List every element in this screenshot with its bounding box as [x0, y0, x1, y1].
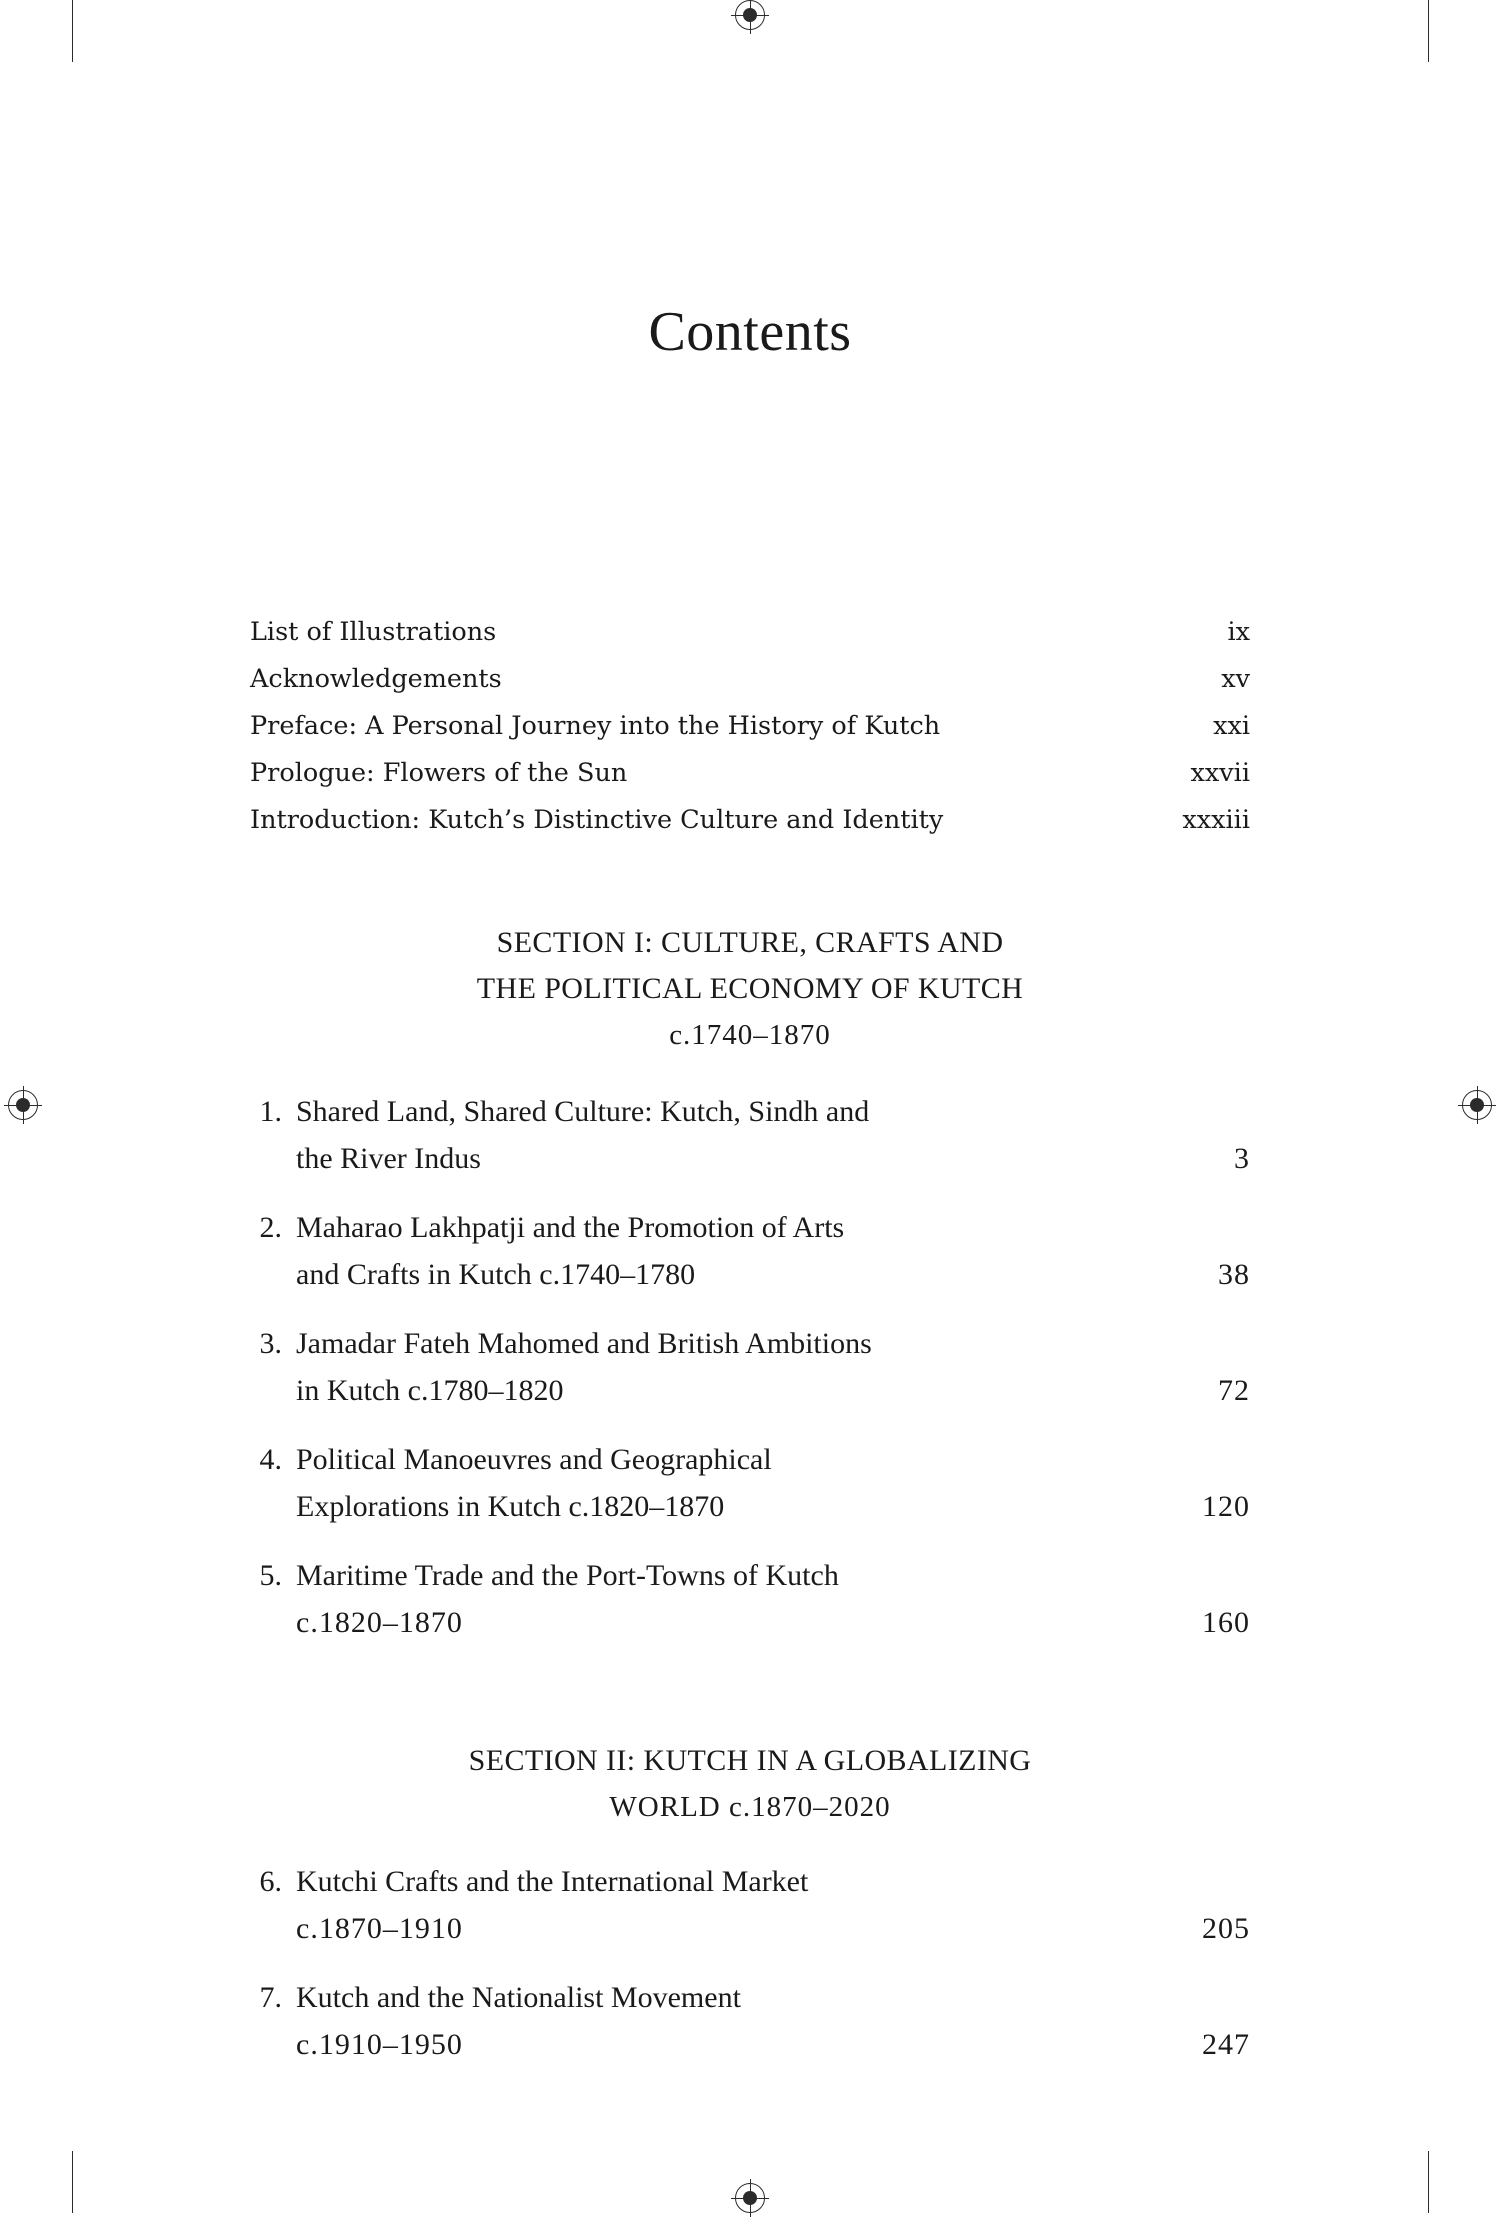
chapter-number: 6.	[259, 1865, 282, 1898]
front-matter-page: xxi	[1213, 711, 1250, 741]
front-matter-label: Introduction: Kutch’s Distinctive Culture and Identity	[250, 805, 944, 835]
section-heading-line: SECTION II: KUTCH IN A GLOBALIZING	[468, 1744, 1032, 1777]
chapter-entry[interactable]	[250, 1858, 1250, 1952]
table-of-contents	[250, 300, 1250, 2068]
front-matter-row[interactable]	[250, 703, 1250, 750]
chapter-page: 72	[1218, 1374, 1250, 1407]
front-matter-row[interactable]	[250, 656, 1250, 703]
section-heading-line: THE POLITICAL ECONOMY OF KUTCH	[476, 972, 1024, 1005]
crop-mark-bottom-right	[1428, 2151, 1429, 2213]
chapter-number: 2.	[259, 1211, 282, 1244]
crop-mark-top-left	[72, 0, 73, 62]
section-heading-1	[250, 920, 1250, 1058]
front-matter-page: xxvii	[1190, 758, 1250, 788]
chapter-title-line: Jamadar Fateh Mahomed and British Ambitions	[296, 1327, 872, 1360]
chapter-page: 160	[1202, 1606, 1250, 1639]
chapter-title-text: c.1910–1950	[296, 2028, 463, 2061]
chapter-page: 3	[1234, 1142, 1250, 1175]
chapter-number: 3.	[259, 1327, 282, 1360]
chapter-entry[interactable]	[250, 1974, 1250, 2068]
chapter-list-section-1	[250, 1088, 1250, 1646]
section-heading-line: SECTION I: CULTURE, CRAFTS AND	[496, 926, 1004, 959]
front-matter-row[interactable]	[250, 797, 1250, 844]
crop-mark-top-right	[1428, 0, 1429, 62]
chapter-body	[296, 1858, 1250, 1952]
chapter-page: 120	[1202, 1490, 1250, 1523]
chapter-title-text: and Crafts in Kutch c.1740–1780	[296, 1258, 696, 1291]
registration-mark-bottom	[735, 2183, 765, 2213]
chapter-title-last-line	[296, 2021, 1250, 2068]
chapter-entry[interactable]	[250, 1552, 1250, 1646]
chapter-title-last-line	[296, 1135, 1250, 1182]
chapter-title-text: Explorations in Kutch c.1820–1870	[296, 1490, 725, 1523]
chapter-entry[interactable]	[250, 1436, 1250, 1530]
chapter-body	[296, 1436, 1250, 1530]
chapter-page: 247	[1202, 2028, 1250, 2061]
front-matter-label: Prologue: Flowers of the Sun	[250, 758, 628, 788]
front-matter-page: xv	[1221, 664, 1250, 694]
chapter-number: 1.	[259, 1095, 282, 1128]
chapter-page: 205	[1202, 1912, 1250, 1945]
front-matter-label: List of Illustrations	[250, 617, 497, 647]
chapter-title-line: Shared Land, Shared Culture: Kutch, Sindh and	[296, 1095, 870, 1128]
chapter-title-last-line	[296, 1905, 1250, 1952]
chapter-title-line: Political Manoeuvres and Geographical	[296, 1443, 772, 1476]
chapter-title-text: c.1870–1910	[296, 1912, 463, 1945]
chapter-number: 7.	[259, 1981, 282, 2014]
chapter-title-last-line	[296, 1599, 1250, 1646]
chapter-page: 38	[1218, 1258, 1250, 1291]
chapter-title-text: c.1820–1870	[296, 1606, 463, 1639]
chapter-title-last-line	[296, 1483, 1250, 1530]
chapter-entry[interactable]	[250, 1320, 1250, 1414]
registration-mark-left	[8, 1090, 38, 1120]
front-matter-row[interactable]	[250, 609, 1250, 656]
crop-mark-bottom-left	[72, 2151, 73, 2213]
chapter-number: 4.	[259, 1443, 282, 1476]
page-title: Contents	[648, 301, 852, 363]
chapter-body	[296, 1320, 1250, 1414]
front-matter-row[interactable]	[250, 750, 1250, 797]
chapter-title-line: Maharao Lakhpatji and the Promotion of Arts	[296, 1211, 845, 1244]
chapter-title-line: Maritime Trade and the Port-Towns of Kutch	[296, 1559, 839, 1592]
section-heading-2	[250, 1738, 1250, 1830]
chapter-number: 5.	[259, 1559, 282, 1592]
chapter-title-line: Kutchi Crafts and the International Market	[296, 1865, 809, 1898]
chapter-title-last-line	[296, 1367, 1250, 1414]
chapter-title-text: the River Indus	[296, 1142, 481, 1175]
chapter-body	[296, 1088, 1250, 1182]
registration-mark-right	[1462, 1090, 1492, 1120]
chapter-body	[296, 1552, 1250, 1646]
chapter-entry[interactable]	[250, 1088, 1250, 1182]
front-matter-page: xxxiii	[1182, 805, 1250, 835]
chapter-title-last-line	[296, 1251, 1250, 1298]
front-matter-label: Acknowledgements	[250, 664, 502, 694]
front-matter-label: Preface: A Personal Journey into the History of Kutch	[250, 711, 941, 741]
chapter-entry[interactable]	[250, 1204, 1250, 1298]
chapter-body	[296, 1974, 1250, 2068]
chapter-body	[296, 1204, 1250, 1298]
front-matter-page: ix	[1227, 617, 1250, 647]
registration-mark-top	[735, 0, 765, 30]
chapter-list-section-2	[250, 1858, 1250, 2068]
front-matter-list	[250, 609, 1250, 844]
chapter-title-line: Kutch and the Nationalist Movement	[296, 1981, 741, 2014]
section-heading-dates: c.1740–1870	[669, 1019, 831, 1051]
section-heading-dates: WORLD c.1870–2020	[609, 1791, 891, 1823]
chapter-title-text: in Kutch c.1780–1820	[296, 1374, 564, 1407]
